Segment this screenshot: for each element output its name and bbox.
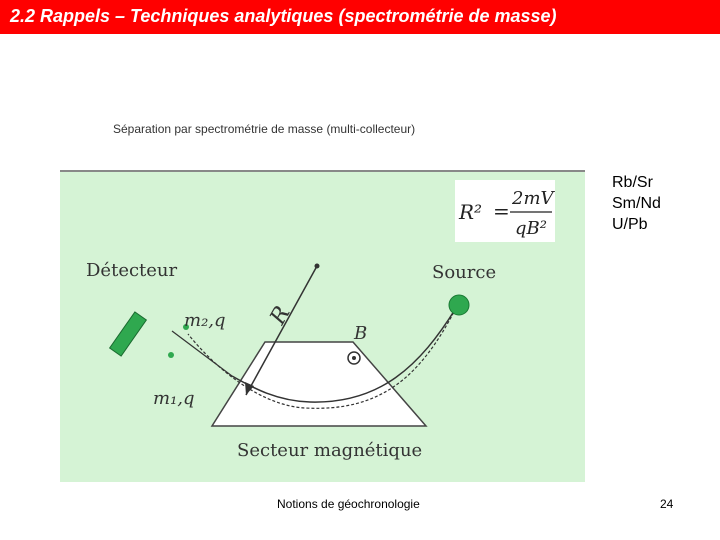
ion-beam-path-1 bbox=[172, 331, 232, 376]
page-number: 24 bbox=[660, 497, 674, 511]
mass2-label: m₂,q bbox=[184, 310, 226, 331]
formula-numerator: 2mV bbox=[512, 188, 554, 209]
formula-equals: = bbox=[493, 199, 510, 223]
radius-center-dot bbox=[315, 264, 320, 269]
method-item: Sm/Nd bbox=[612, 195, 661, 212]
mass-spectrometer-figure bbox=[60, 86, 585, 482]
radius-label: R bbox=[265, 302, 296, 329]
formula-box bbox=[455, 180, 555, 242]
mass1-dot bbox=[168, 352, 174, 358]
spectrometer-diagram bbox=[60, 86, 585, 482]
detector-label: Détecteur bbox=[86, 260, 178, 281]
formula-denominator: qB² bbox=[515, 218, 547, 239]
sector-label: Secteur magnétique bbox=[237, 440, 423, 461]
slide-title-bar bbox=[0, 0, 720, 34]
mass1-label: m₁,q bbox=[153, 388, 195, 409]
field-label: B bbox=[354, 323, 368, 344]
source-label: Source bbox=[432, 262, 497, 283]
detector-icon bbox=[110, 312, 147, 356]
method-item: Rb/Sr bbox=[612, 174, 653, 191]
method-item: U/Pb bbox=[612, 216, 648, 233]
footer-text: Notions de géochronologie bbox=[277, 497, 420, 511]
figure-caption: Séparation par spectrométrie de masse (multi-collecteur) bbox=[113, 122, 416, 136]
magnetic-field-dot bbox=[352, 356, 356, 360]
slide-title: 2.2 Rappels – Techniques analytiques (spectrométrie de masse) bbox=[10, 6, 557, 26]
dating-methods-list bbox=[612, 172, 661, 235]
formula-svg bbox=[455, 180, 555, 242]
ion-source-icon bbox=[449, 295, 469, 315]
magnetic-sector-shape bbox=[212, 342, 426, 426]
formula-lhs: R² bbox=[459, 200, 483, 224]
